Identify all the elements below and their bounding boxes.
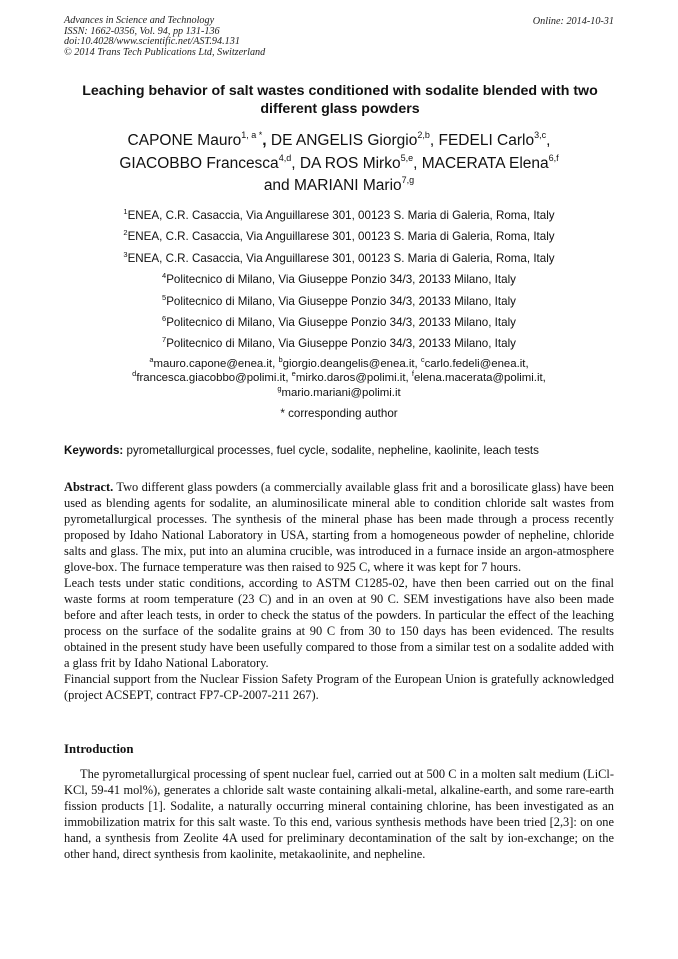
introduction-body <box>64 766 614 862</box>
author-sep: , <box>429 132 435 149</box>
issn: ISSN: 1662-0356, Vol. 94, pp 131-136 <box>64 25 220 37</box>
email-letter: c <box>420 355 425 364</box>
email-letter: a <box>149 355 154 364</box>
email-link[interactable]: elena.macerata@polimi.it <box>413 372 543 385</box>
affiliation <box>40 333 638 354</box>
keywords <box>64 444 624 457</box>
email-link[interactable]: mauro.capone@enea.it <box>153 358 273 370</box>
affiliation-num: 6 <box>162 314 167 324</box>
affiliation-text: Politecnico di Milano, Via Giuseppe Ponzio 34/3, 20133 Milano, Italy <box>166 294 516 308</box>
affiliation <box>40 312 638 333</box>
paper-title: Leaching behavior of salt wastes conditioned with sodalite blended with two different glass powders <box>82 83 598 117</box>
email-letter: e <box>291 369 296 379</box>
journal-name: Advances in Science and Technology <box>64 15 215 26</box>
email-letter: d <box>132 369 137 379</box>
corresponding-author-note: * corresponding author <box>280 407 398 420</box>
author-sep: , <box>546 132 551 149</box>
email-link[interactable]: giorgio.deangelis@enea.it <box>282 358 415 370</box>
affiliation <box>40 248 638 269</box>
author-sep: , <box>262 132 267 149</box>
affiliation <box>40 226 638 247</box>
author-name: GIACOBBO Francesca <box>119 154 279 172</box>
email-letter: b <box>278 355 283 364</box>
email-link[interactable]: carlo.fedeli@enea.it <box>424 358 526 370</box>
email-link[interactable]: francesca.giacobbo@polimi.it <box>136 372 286 385</box>
email-link[interactable]: mirko.daros@polimi.it <box>295 372 406 385</box>
keywords-text: pyrometallurgical processes, fuel cycle, sodalite, nepheline, kaolinite, leach tests <box>126 444 539 457</box>
affiliation-text: Politecnico di Milano, Via Giuseppe Ponzio 34/3, 20133 Milano, Italy <box>166 337 516 351</box>
author-sup: 4,d <box>278 152 292 163</box>
email-line-2: $^d$francesca.giacobbo@polimi.it, $^e$mirko.daros@polimi.it, $^f$elena.macerata@polimi.it, <box>132 369 546 385</box>
email-line-3 <box>40 383 638 400</box>
section-heading-introduction: Introduction <box>64 742 134 756</box>
abstract-paragraph: Financial support from the Nuclear Fission Safety Program of the European Union is gratefully acknowledged (project ACSEPT, contract FP7-CP-2007-211 267). <box>64 672 614 702</box>
author-sep: , <box>291 154 296 172</box>
author-name: MACERATA Elena <box>421 154 549 172</box>
affiliation-num: 4 <box>162 271 167 281</box>
affiliation-num: 7 <box>162 335 167 345</box>
author-sup: 2,b <box>417 130 430 140</box>
affiliation-list <box>40 205 638 355</box>
author-sup: 6,f <box>548 152 559 163</box>
affiliation <box>40 269 638 290</box>
affiliation-num: 2 <box>123 228 128 238</box>
journal-info <box>64 16 265 58</box>
author-sup: 1, a * <box>241 130 263 140</box>
affiliation-num: 3 <box>123 249 128 259</box>
doi[interactable]: doi:10.4028/www.scientific.net/AST.94.131 <box>64 36 240 48</box>
email-link[interactable]: mario.mariani@polimi.it <box>281 386 401 399</box>
abstract-text: Two different glass powders (a commercially available glass frit and a borosilicate glass) have been used as blending agents for sodalite, an aluminosilicate mineral able to condition chloride salt wastes from pyrometallurgical processes. The synthesis of the mineral phase has been made through a process recently proposed by Idaho National Laboratory in USA, starting from a homogeneous powder of nepheline, chloride salts and glass. The mix, put into an alumina crucible, was introduced in a furnace inside an argon-atmosphere glove-box. The furnace temperature was then raised to 925 C, where it was kept for 7 hours. <box>64 480 614 574</box>
affiliation-text: ENEA, C.R. Casaccia, Via Anguillarese 301, 00123 S. Maria di Galeria, Roma, Italy <box>127 209 555 222</box>
affiliation-text: ENEA, C.R. Casaccia, Via Anguillarese 301, 00123 S. Maria di Galeria, Roma, Italy <box>127 251 555 265</box>
author-list <box>40 130 638 198</box>
abstract <box>64 479 614 703</box>
author-sup: 3,c <box>534 130 547 140</box>
abstract-label: Abstract. <box>64 480 114 494</box>
author-sep: , <box>413 154 418 172</box>
affiliation <box>40 291 638 312</box>
intro-paragraph: The pyrometallurgical processing of spent nuclear fuel, carried out at 500 C in a molten salt medium (LiCl-KCl, 59-41 mol%), generates a chloride salt waste containing alkali-metal, alkaline-earth, and some rare-earth fission products [1]. Sodalite, a naturally occurring mineral containing chlorine, has been investigated as an immobilization matrix for this salt waste. To this end, various synthesis methods have been tried [2,3]: on one hand, a synthesis from Zeolite 4A used for preliminary decontamination of the salt by ion-exchange; on the other hand, direct synthesis from kaolinite, metakaolinite, and nepheline. <box>64 767 614 861</box>
author-sup: 5,e <box>400 152 414 163</box>
author-line-1 <box>40 130 638 153</box>
author-name: DA ROS Mirko <box>299 154 401 172</box>
copyright: © 2014 Trans Tech Publications Ltd, Switzerland <box>64 46 266 58</box>
affiliation-num: 1 <box>123 207 128 216</box>
online-date: Online: 2014-10-31 <box>532 16 614 27</box>
abstract-paragraph: Leach tests under static conditions, according to ASTM C1285-02, have then been carried out on the final waste forms at room temperature (23 C) and in an oven at 90 C. SEM investigations have also been made before and after leach tests, in order to check the status of the powders. In particular the effect of the leaching process on the surface of the sodalite grains at 90 C from 30 to 150 days has been evidenced. The results obtained in the present study have been usefully compared to those from a similar test on a sodalite added with a glass frit by Idaho National Laboratory. <box>64 576 614 670</box>
email-letter: f <box>411 369 414 379</box>
author-name: FEDELI Carlo <box>438 132 535 149</box>
affiliation <box>40 205 638 226</box>
affiliation-text: ENEA, C.R. Casaccia, Via Anguillarese 301, 00123 S. Maria di Galeria, Roma, Italy <box>127 230 555 244</box>
abstract-paragraph <box>64 479 614 575</box>
author-name: MARIANI Mario <box>294 177 402 194</box>
email-list <box>40 357 638 400</box>
affiliation-num: 5 <box>162 292 167 302</box>
affiliation-text: Politecnico di Milano, Via Giuseppe Ponzio 34/3, 20133 Milano, Italy <box>166 316 516 330</box>
keywords-label: Keywords: <box>64 444 124 457</box>
author-line-2 <box>40 153 638 176</box>
author-connector: and <box>263 177 290 194</box>
author-line-3 <box>40 175 638 198</box>
author-sup: 7,g <box>401 175 415 185</box>
email-line-1: $^a$mauro.capone@enea.it, $^b$giorgio.deangelis@enea.it, $^c$carlo.fedeli@enea.it, <box>149 355 529 370</box>
author-name: CAPONE Mauro <box>127 132 242 149</box>
author-name: DE ANGELIS Giorgio <box>270 132 418 149</box>
affiliation-text: Politecnico di Milano, Via Giuseppe Ponzio 34/3, 20133 Milano, Italy <box>166 273 516 287</box>
email-letter: g <box>277 383 282 393</box>
